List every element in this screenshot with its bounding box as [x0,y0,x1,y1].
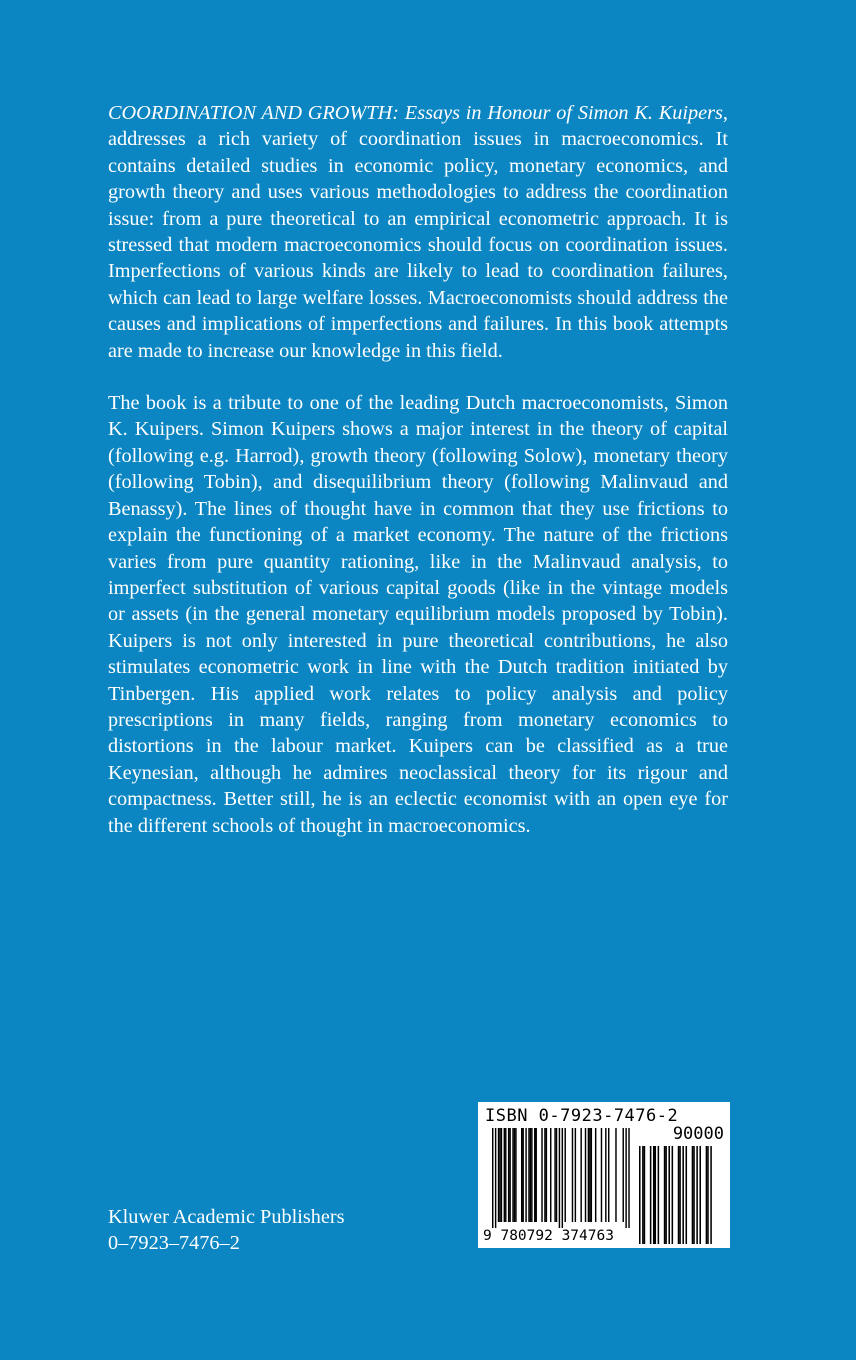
barcode-price-code: 90000 [672,1124,724,1144]
blurb-paragraph-2: The book is a tribute to one of the leading Dutch macroeconomists, Simon K. Kuipers. Simon Kuipers shows a major interest in the theory of capital (following e.g. Harrod), growth theory (following Solow), monetary theory (following Tobin), and disequilibrium theory (following Malinvaud and Benassy). The lines of thought have in common that they use frictions to explain the functioning of a market economy. The nature of the frictions varies from pure quantity rationing, like in the Malinvaud analysis, to imperfect substitution of various capital goods (like in the vintage models or assets (in the general monetary equilibrium models proposed by Tobin). Kuipers is not only interested in pure theoretical contributions, he also stimulates econometric work in line with the Dutch tradition initiated by Tinbergen. His applied work relates to policy analysis and policy prescriptions in many fields, ranging from monetary economics to distortions in the labour market. Kuipers can be classified as a true Keynesian, although he admires neoclassical theory for its rigour and compactness. Better still, he is an eclectic economist with an open eye for the different schools of thought in macroeconomics. [108,392,728,837]
publisher-isbn: 0–7923–7476–2 [108,1232,240,1254]
blurb-paragraph-1-body: , addresses a rich variety of coordination issues in macroeconomics. It contains detailed studies in economic policy, monetary economics, and growth theory and uses various methodologies to address the coordination issue: from a pure theoretical to an empirical econometric approach. It is stressed that modern macroeconomics should focus on coordination issues. Imperfections of various kinds are likely to lead to coordination failures, which can lead to large welfare losses. Macroeconomists should address the causes and implications of imperfections and failures. In this book attempts are made to increase our knowledge in this field. [108,102,728,362]
book-title: COORDINATION AND GROWTH: [108,102,400,124]
book-subtitle: Essays in Honour of Simon K. Kuipers [399,102,723,124]
barcode-isbn-label: ISBN 0-7923-7476-2 [485,1106,679,1126]
back-cover-blurb [108,100,728,839]
isbn-barcode-box [478,1102,730,1248]
barcode-ean-digits: 9 780792 374763 [483,1228,614,1244]
blurb-paragraph-1 [108,100,728,364]
publisher-imprint [108,1204,345,1256]
publisher-name: Kluwer Academic Publishers [108,1206,345,1228]
